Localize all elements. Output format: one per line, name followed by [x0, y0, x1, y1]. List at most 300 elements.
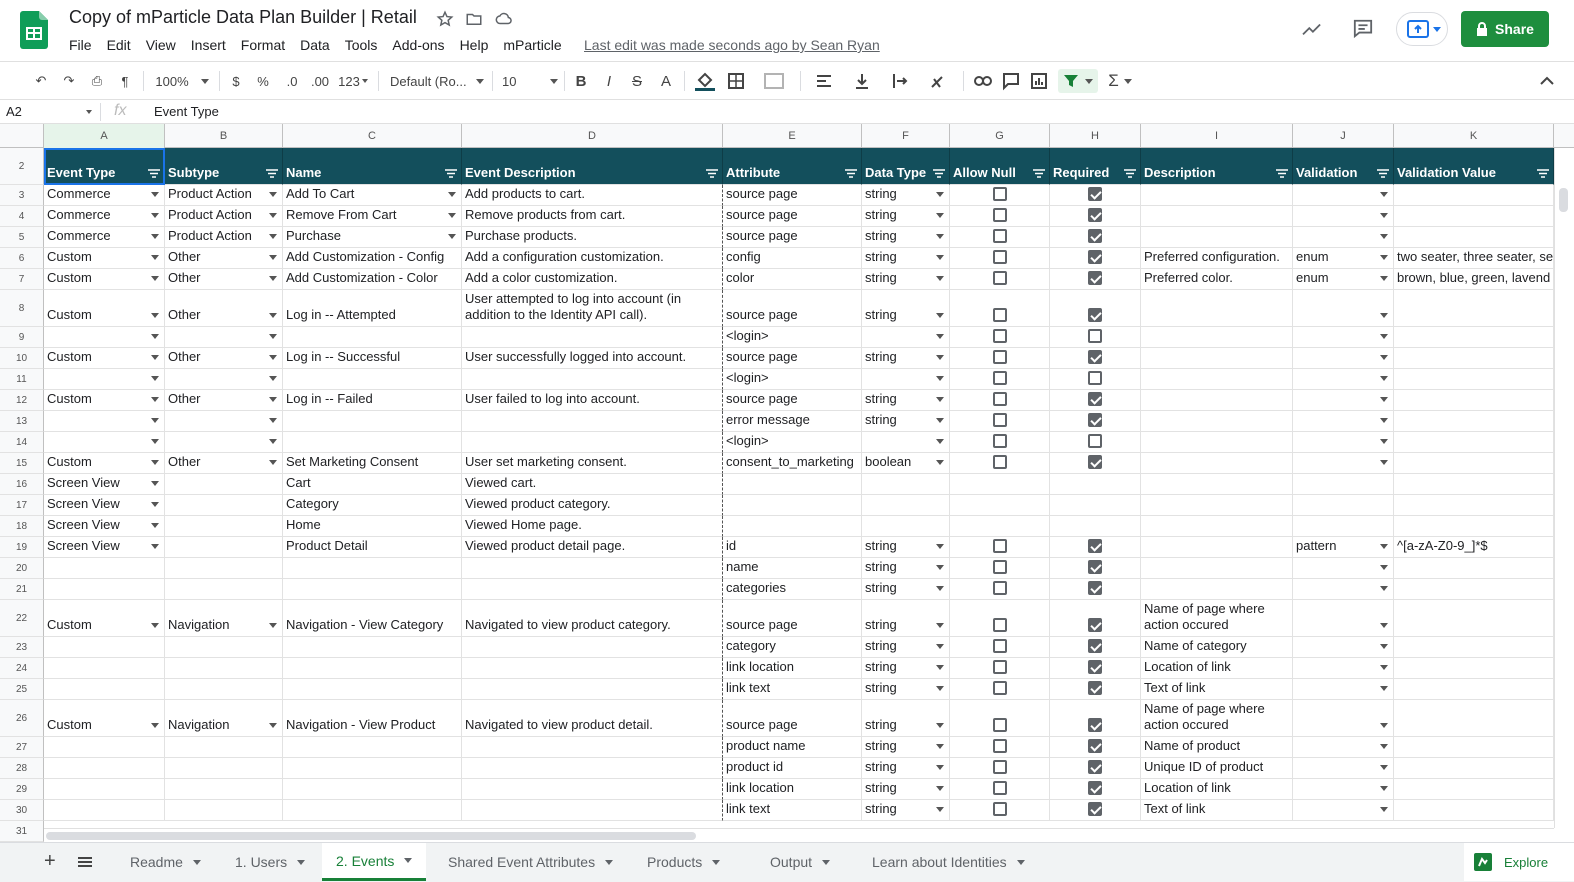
cell-i[interactable]: [1141, 758, 1293, 779]
row-number[interactable]: 28: [0, 758, 44, 779]
cell-h[interactable]: [1050, 579, 1141, 600]
menu-format[interactable]: Format: [240, 37, 286, 53]
cell-h[interactable]: [1050, 600, 1141, 637]
zoom-select[interactable]: [152, 69, 212, 93]
cell-e[interactable]: [723, 411, 862, 432]
cell-f[interactable]: [862, 369, 950, 390]
cell-h[interactable]: [1050, 558, 1141, 579]
cell-c[interactable]: [283, 185, 462, 206]
document-title[interactable]: Copy of mParticle Data Plan Builder | Retail: [69, 7, 417, 27]
cell-f[interactable]: [862, 800, 950, 821]
cell-b[interactable]: [165, 453, 283, 474]
column-header-d[interactable]: D: [462, 124, 723, 148]
cell-c[interactable]: [283, 537, 462, 558]
percent-format-button[interactable]: %: [257, 73, 269, 89]
required-checkbox[interactable]: [1088, 802, 1102, 816]
cell-b[interactable]: [165, 327, 283, 348]
dropdown-arrow-icon[interactable]: [936, 334, 944, 339]
cell-i[interactable]: [1141, 248, 1293, 269]
cell-i[interactable]: [1141, 516, 1293, 537]
filter-toggle-icon[interactable]: [1276, 169, 1288, 178]
header-cell[interactable]: [165, 148, 283, 185]
row-number[interactable]: 25: [0, 679, 44, 700]
cell-b[interactable]: [165, 758, 283, 779]
bold-button[interactable]: B: [575, 72, 587, 90]
vertical-scroll-thumb[interactable]: [1559, 188, 1568, 212]
cell-b[interactable]: [165, 290, 283, 327]
cell-a[interactable]: [44, 516, 165, 537]
cell-b[interactable]: [165, 369, 283, 390]
cell-c[interactable]: [283, 348, 462, 369]
column-header-e[interactable]: E: [723, 124, 862, 148]
row-number[interactable]: 31: [0, 821, 44, 842]
cell-b[interactable]: [165, 737, 283, 758]
cell-g[interactable]: [950, 348, 1050, 369]
cell-b[interactable]: [165, 495, 283, 516]
cell-d[interactable]: [462, 537, 723, 558]
dropdown-arrow-icon[interactable]: [1380, 255, 1388, 260]
menu-mparticle[interactable]: mParticle: [503, 37, 562, 53]
cloud-status-icon[interactable]: [495, 10, 513, 28]
sheets-logo-icon[interactable]: [20, 11, 48, 49]
row-number[interactable]: 2: [0, 148, 44, 185]
cell-i[interactable]: [1141, 537, 1293, 558]
cell-g[interactable]: [950, 269, 1050, 290]
cell-e[interactable]: [723, 327, 862, 348]
cell-h[interactable]: [1050, 369, 1141, 390]
cell-j[interactable]: [1293, 658, 1394, 679]
dropdown-arrow-icon[interactable]: [151, 397, 159, 402]
sheet-tab[interactable]: [221, 843, 319, 881]
cell-k[interactable]: [1394, 327, 1554, 348]
cell-j[interactable]: [1293, 327, 1394, 348]
cell-b[interactable]: [165, 800, 283, 821]
cell-h[interactable]: [1050, 516, 1141, 537]
cell-i[interactable]: [1141, 558, 1293, 579]
required-checkbox[interactable]: [1088, 639, 1102, 653]
cell-e[interactable]: [723, 185, 862, 206]
dropdown-arrow-icon[interactable]: [1380, 192, 1388, 197]
cell-i[interactable]: [1141, 369, 1293, 390]
cell-c[interactable]: [283, 637, 462, 658]
dropdown-arrow-icon[interactable]: [1380, 234, 1388, 239]
cell-j[interactable]: [1293, 369, 1394, 390]
cell-g[interactable]: [950, 369, 1050, 390]
cell-a[interactable]: [44, 390, 165, 411]
cell-a[interactable]: [44, 600, 165, 637]
dropdown-arrow-icon[interactable]: [151, 334, 159, 339]
cell-j[interactable]: [1293, 779, 1394, 800]
cell-h[interactable]: [1050, 290, 1141, 327]
sheet-tab[interactable]: [434, 843, 627, 881]
cell-k[interactable]: [1394, 700, 1554, 737]
cell-j[interactable]: [1293, 390, 1394, 411]
header-cell[interactable]: [950, 148, 1050, 185]
cell-d[interactable]: [462, 679, 723, 700]
dropdown-arrow-icon[interactable]: [151, 439, 159, 444]
cell-e[interactable]: [723, 658, 862, 679]
dropdown-arrow-icon[interactable]: [151, 255, 159, 260]
cell-j[interactable]: [1293, 348, 1394, 369]
dropdown-arrow-icon[interactable]: [151, 460, 159, 465]
cell-h[interactable]: [1050, 800, 1141, 821]
cell-d[interactable]: [462, 495, 723, 516]
cell-g[interactable]: [950, 637, 1050, 658]
cell-b[interactable]: [165, 700, 283, 737]
cell-a[interactable]: [44, 290, 165, 327]
cell-f[interactable]: [862, 658, 950, 679]
dropdown-arrow-icon[interactable]: [269, 313, 277, 318]
cell-d[interactable]: [462, 290, 723, 327]
strikethrough-button[interactable]: S: [631, 72, 642, 90]
cell-g[interactable]: [950, 516, 1050, 537]
dropdown-arrow-icon[interactable]: [1380, 418, 1388, 423]
cell-k[interactable]: [1394, 516, 1554, 537]
row-number[interactable]: 20: [0, 558, 44, 579]
cell-j[interactable]: [1293, 185, 1394, 206]
dropdown-arrow-icon[interactable]: [448, 213, 456, 218]
cell-h[interactable]: [1050, 390, 1141, 411]
dropdown-arrow-icon[interactable]: [151, 192, 159, 197]
decrease-decimal-button[interactable]: .0: [286, 73, 298, 89]
filter-toggle-icon[interactable]: [1033, 169, 1045, 178]
more-formats-button[interactable]: [336, 69, 370, 93]
filter-toggle-icon[interactable]: [266, 169, 278, 178]
dropdown-arrow-icon[interactable]: [1380, 644, 1388, 649]
row-number[interactable]: 19: [0, 537, 44, 558]
cell-f[interactable]: [862, 185, 950, 206]
cell-d[interactable]: [462, 227, 723, 248]
cell-c[interactable]: [283, 579, 462, 600]
dropdown-arrow-icon[interactable]: [1380, 686, 1388, 691]
dropdown-arrow-icon[interactable]: [269, 213, 277, 218]
allow-null-checkbox[interactable]: [993, 392, 1007, 406]
cell-d[interactable]: [462, 779, 723, 800]
row-number[interactable]: 23: [0, 637, 44, 658]
header-cell[interactable]: [44, 148, 165, 185]
dropdown-arrow-icon[interactable]: [936, 586, 944, 591]
add-sheet-icon[interactable]: +: [44, 850, 56, 872]
required-checkbox[interactable]: [1088, 308, 1102, 322]
cell-i[interactable]: [1141, 474, 1293, 495]
sheet-tab[interactable]: [322, 843, 426, 881]
cell-g[interactable]: [950, 700, 1050, 737]
cell-d[interactable]: [462, 758, 723, 779]
cell-j[interactable]: [1293, 411, 1394, 432]
cell-e[interactable]: [723, 516, 862, 537]
required-checkbox[interactable]: [1088, 660, 1102, 674]
dropdown-arrow-icon[interactable]: [1380, 397, 1388, 402]
cell-b[interactable]: [165, 558, 283, 579]
cell-c[interactable]: [283, 432, 462, 453]
cell-e[interactable]: [723, 474, 862, 495]
dropdown-arrow-icon[interactable]: [1380, 765, 1388, 770]
cell-f[interactable]: [862, 327, 950, 348]
required-checkbox[interactable]: [1088, 350, 1102, 364]
required-checkbox[interactable]: [1088, 455, 1102, 469]
cell-g[interactable]: [950, 658, 1050, 679]
allow-null-checkbox[interactable]: [993, 350, 1007, 364]
explore-button[interactable]: [1464, 843, 1574, 881]
cell-f[interactable]: [862, 758, 950, 779]
horizontal-scrollbar[interactable]: [44, 828, 1554, 842]
dropdown-arrow-icon[interactable]: [936, 665, 944, 670]
filter-toggle-icon[interactable]: [933, 169, 945, 178]
allow-null-checkbox[interactable]: [993, 802, 1007, 816]
cell-d[interactable]: [462, 737, 723, 758]
cell-k[interactable]: [1394, 248, 1554, 269]
required-checkbox[interactable]: [1088, 560, 1102, 574]
cell-b[interactable]: [165, 679, 283, 700]
cell-a[interactable]: [44, 800, 165, 821]
dropdown-arrow-icon[interactable]: [151, 418, 159, 423]
row-number[interactable]: 11: [0, 369, 44, 390]
chevron-down-icon[interactable]: [404, 858, 412, 863]
cell-k[interactable]: [1394, 579, 1554, 600]
share-button[interactable]: [1461, 11, 1549, 47]
allow-null-checkbox[interactable]: [993, 187, 1007, 201]
sheet-tab[interactable]: [633, 843, 734, 881]
cell-g[interactable]: [950, 579, 1050, 600]
cell-g[interactable]: [950, 474, 1050, 495]
cell-a[interactable]: [44, 185, 165, 206]
row-number[interactable]: 17: [0, 495, 44, 516]
cell-f[interactable]: [862, 269, 950, 290]
cell-h[interactable]: [1050, 537, 1141, 558]
cell-i[interactable]: [1141, 800, 1293, 821]
cell-a[interactable]: [44, 700, 165, 737]
dropdown-arrow-icon[interactable]: [936, 460, 944, 465]
menu-data[interactable]: Data: [300, 37, 330, 53]
filter-toggle-icon[interactable]: [445, 169, 457, 178]
cell-j[interactable]: [1293, 495, 1394, 516]
cell-j[interactable]: [1293, 758, 1394, 779]
row-number[interactable]: 15: [0, 453, 44, 474]
cell-f[interactable]: [862, 474, 950, 495]
cell-i[interactable]: [1141, 411, 1293, 432]
cell-d[interactable]: [462, 516, 723, 537]
cell-f[interactable]: [862, 390, 950, 411]
cell-c[interactable]: [283, 600, 462, 637]
header-cell[interactable]: [462, 148, 723, 185]
cell-j[interactable]: [1293, 700, 1394, 737]
dropdown-arrow-icon[interactable]: [151, 234, 159, 239]
cell-c[interactable]: [283, 679, 462, 700]
dropdown-arrow-icon[interactable]: [936, 686, 944, 691]
font-family-select[interactable]: [390, 69, 484, 93]
required-checkbox[interactable]: [1088, 581, 1102, 595]
cell-g[interactable]: [950, 800, 1050, 821]
cell-g[interactable]: [950, 679, 1050, 700]
allow-null-checkbox[interactable]: [993, 308, 1007, 322]
cell-f[interactable]: [862, 411, 950, 432]
cell-j[interactable]: [1293, 290, 1394, 327]
allow-null-checkbox[interactable]: [993, 660, 1007, 674]
column-header-f[interactable]: F: [862, 124, 950, 148]
required-checkbox[interactable]: [1088, 229, 1102, 243]
italic-button[interactable]: I: [606, 72, 612, 90]
allow-null-checkbox[interactable]: [993, 618, 1007, 632]
cell-d[interactable]: [462, 206, 723, 227]
cell-c[interactable]: [283, 700, 462, 737]
cell-e[interactable]: [723, 558, 862, 579]
cell-a[interactable]: [44, 474, 165, 495]
dropdown-arrow-icon[interactable]: [936, 644, 944, 649]
cell-j[interactable]: [1293, 737, 1394, 758]
cell-k[interactable]: [1394, 637, 1554, 658]
cell-j[interactable]: [1293, 227, 1394, 248]
cell-b[interactable]: [165, 779, 283, 800]
allow-null-checkbox[interactable]: [993, 639, 1007, 653]
allow-null-checkbox[interactable]: [993, 250, 1007, 264]
cell-g[interactable]: [950, 390, 1050, 411]
cell-h[interactable]: [1050, 474, 1141, 495]
cell-b[interactable]: [165, 600, 283, 637]
cell-d[interactable]: [462, 658, 723, 679]
filter-toggle-icon[interactable]: [1537, 169, 1549, 178]
cell-e[interactable]: [723, 700, 862, 737]
cell-g[interactable]: [950, 537, 1050, 558]
dropdown-arrow-icon[interactable]: [151, 723, 159, 728]
chevron-down-icon[interactable]: [712, 860, 720, 865]
dropdown-arrow-icon[interactable]: [1380, 623, 1388, 628]
cell-d[interactable]: [462, 248, 723, 269]
cell-i[interactable]: [1141, 600, 1293, 637]
cell-c[interactable]: [283, 758, 462, 779]
column-header-c[interactable]: C: [283, 124, 462, 148]
dropdown-arrow-icon[interactable]: [936, 544, 944, 549]
dropdown-arrow-icon[interactable]: [269, 397, 277, 402]
cell-h[interactable]: [1050, 453, 1141, 474]
header-cell[interactable]: [1394, 148, 1554, 185]
cell-a[interactable]: [44, 637, 165, 658]
cell-a[interactable]: [44, 227, 165, 248]
cell-e[interactable]: [723, 290, 862, 327]
cell-i[interactable]: [1141, 679, 1293, 700]
cell-j[interactable]: [1293, 453, 1394, 474]
cell-a[interactable]: [44, 206, 165, 227]
cell-j[interactable]: [1293, 516, 1394, 537]
cell-h[interactable]: [1050, 185, 1141, 206]
cell-i[interactable]: [1141, 348, 1293, 369]
cell-a[interactable]: [44, 327, 165, 348]
cell-k[interactable]: [1394, 495, 1554, 516]
cell-f[interactable]: [862, 227, 950, 248]
cell-g[interactable]: [950, 411, 1050, 432]
dropdown-arrow-icon[interactable]: [936, 255, 944, 260]
cell-e[interactable]: [723, 779, 862, 800]
cell-k[interactable]: [1394, 432, 1554, 453]
required-checkbox[interactable]: [1088, 681, 1102, 695]
cell-f[interactable]: [862, 679, 950, 700]
required-checkbox[interactable]: [1088, 271, 1102, 285]
dropdown-arrow-icon[interactable]: [1380, 744, 1388, 749]
row-number[interactable]: 16: [0, 474, 44, 495]
text-wrapping-icon[interactable]: [884, 69, 916, 93]
cell-h[interactable]: [1050, 779, 1141, 800]
cell-a[interactable]: [44, 579, 165, 600]
cell-f[interactable]: [862, 290, 950, 327]
dropdown-arrow-icon[interactable]: [1380, 313, 1388, 318]
cell-f[interactable]: [862, 600, 950, 637]
cell-j[interactable]: [1293, 269, 1394, 290]
cell-f[interactable]: [862, 453, 950, 474]
allow-null-checkbox[interactable]: [993, 739, 1007, 753]
cell-d[interactable]: [462, 390, 723, 411]
cell-a[interactable]: [44, 432, 165, 453]
filter-toggle-icon[interactable]: [148, 169, 160, 178]
cell-f[interactable]: [862, 779, 950, 800]
cell-i[interactable]: [1141, 658, 1293, 679]
dropdown-arrow-icon[interactable]: [936, 376, 944, 381]
cell-e[interactable]: [723, 679, 862, 700]
required-checkbox[interactable]: [1088, 250, 1102, 264]
cell-e[interactable]: [723, 800, 862, 821]
cell-a[interactable]: [44, 737, 165, 758]
cell-h[interactable]: [1050, 248, 1141, 269]
dropdown-arrow-icon[interactable]: [151, 213, 159, 218]
vertical-scrollbar[interactable]: [1554, 148, 1574, 828]
vertical-align-icon[interactable]: [846, 69, 878, 93]
chevron-down-icon[interactable]: [605, 860, 613, 865]
row-number[interactable]: 13: [0, 411, 44, 432]
currency-format-button[interactable]: $: [232, 73, 240, 89]
cell-d[interactable]: [462, 637, 723, 658]
dropdown-arrow-icon[interactable]: [151, 481, 159, 486]
redo-icon[interactable]: ↷: [63, 73, 75, 88]
column-header-a[interactable]: A: [44, 124, 165, 148]
cell-j[interactable]: [1293, 579, 1394, 600]
dropdown-arrow-icon[interactable]: [1380, 544, 1388, 549]
dropdown-arrow-icon[interactable]: [448, 234, 456, 239]
dropdown-arrow-icon[interactable]: [448, 192, 456, 197]
dropdown-arrow-icon[interactable]: [1380, 439, 1388, 444]
cell-h[interactable]: [1050, 737, 1141, 758]
dropdown-arrow-icon[interactable]: [936, 355, 944, 360]
cell-c[interactable]: [283, 800, 462, 821]
merge-cells-icon[interactable]: [754, 69, 794, 93]
dropdown-arrow-icon[interactable]: [936, 723, 944, 728]
row-number[interactable]: 7: [0, 269, 44, 290]
cell-k[interactable]: [1394, 558, 1554, 579]
cell-e[interactable]: [723, 390, 862, 411]
cell-k[interactable]: [1394, 737, 1554, 758]
cell-c[interactable]: [283, 658, 462, 679]
cell-j[interactable]: [1293, 206, 1394, 227]
cell-d[interactable]: [462, 369, 723, 390]
horizontal-align-icon[interactable]: [808, 69, 840, 93]
borders-icon[interactable]: [725, 69, 747, 93]
cell-j[interactable]: [1293, 600, 1394, 637]
allow-null-checkbox[interactable]: [993, 455, 1007, 469]
required-checkbox[interactable]: [1088, 371, 1102, 385]
cell-f[interactable]: [862, 248, 950, 269]
dropdown-arrow-icon[interactable]: [269, 623, 277, 628]
dropdown-arrow-icon[interactable]: [151, 502, 159, 507]
dropdown-arrow-icon[interactable]: [151, 523, 159, 528]
dropdown-arrow-icon[interactable]: [151, 376, 159, 381]
activity-trend-icon[interactable]: [1301, 20, 1323, 38]
cell-k[interactable]: [1394, 600, 1554, 637]
cell-h[interactable]: [1050, 432, 1141, 453]
cell-c[interactable]: [283, 516, 462, 537]
cell-i[interactable]: [1141, 290, 1293, 327]
cell-f[interactable]: [862, 206, 950, 227]
formula-input[interactable]: Event Type: [154, 104, 219, 119]
cell-k[interactable]: [1394, 800, 1554, 821]
cell-a[interactable]: [44, 348, 165, 369]
cell-c[interactable]: [283, 737, 462, 758]
